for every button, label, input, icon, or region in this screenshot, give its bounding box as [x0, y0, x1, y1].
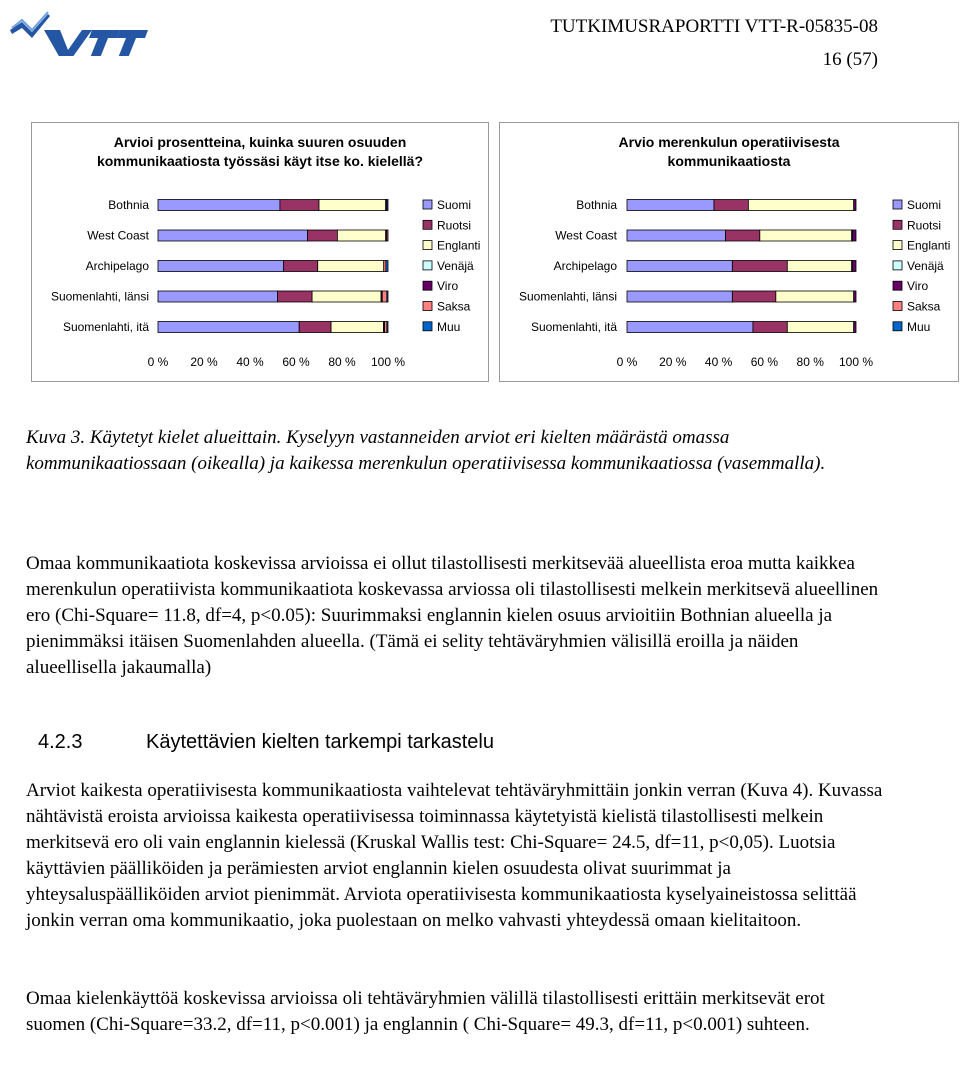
legend-label: Venäjä	[437, 258, 474, 273]
category-label: Suomenlahti, itä	[530, 320, 617, 334]
x-tick-label: 80 %	[328, 355, 356, 369]
bar-segment-englanti	[787, 322, 853, 333]
bar-segment-suomi	[627, 291, 732, 302]
x-tick-label: 100 %	[838, 355, 874, 369]
legend-swatch-viro	[893, 281, 902, 290]
category-label: Suomenlahti, länsi	[50, 289, 149, 304]
legend-label: Viro	[437, 279, 459, 294]
paragraph-2: Arviot kaikesta operatiivisesta kommunikaatiosta vaihtelevat tehtäväryhmittäin jonkin verran (Kuva 4). Kuvassa nähtävistä eroista arvioissa kaikesta operatiivisessa toiminnassa käytetyistä kielistä tilastollisesti melkein merkitsevä ero oli vain englannin kielessä (Kruskal Wallis test: Chi-Square= 24.5, df=11, p<0,05). Luotsia käyttävien päälliköiden ja perämiesten arviot englannin kielen osuudesta olivat suurimmat ja yhteysaluspäälliköiden arviot pienimmät. Arviota operatiivisesta kommunikaatiosta kyselyaineistossa selittää jonkin verran oma kommunikaatio, joka puolestaan on melko vahvasti yhteydessä omaan kielitaitoon.	[26, 780, 883, 931]
category-label: Bothnia	[108, 198, 149, 212]
bar-segment-englanti	[312, 291, 381, 302]
category-label: Archipelago	[85, 259, 149, 273]
page-number: 16 (57)	[822, 49, 878, 70]
bar-segment-englanti	[319, 200, 386, 211]
category-label: Bothnia	[576, 198, 617, 212]
bar-segment-muu	[387, 322, 388, 333]
legend-label: Muu	[437, 319, 461, 334]
legend-swatch-ruotsi	[893, 220, 902, 229]
x-tick-label: 0 %	[147, 355, 169, 369]
bar-segment-ruotsi	[308, 230, 338, 241]
legend-label: Ruotsi	[437, 218, 472, 233]
legend-label: Suomi	[437, 198, 472, 212]
bar-segment-ruotsi	[732, 261, 787, 272]
legend-label: Suomi	[907, 198, 942, 212]
legend-swatch-englanti	[893, 241, 902, 250]
legend-swatch-muu	[893, 322, 902, 331]
x-tick-label: 60 %	[282, 355, 310, 369]
bar-segment-ruotsi	[280, 200, 319, 211]
bar-segment-suomi	[627, 200, 714, 211]
bar-segment-englanti	[760, 230, 852, 241]
figure-caption: Kuva 3. Käytetyt kielet alueittain. Kyselyyn vastanneiden arviot eri kielten määrästä omassa kommunikaatiossaan (oikealla) ja kaikessa merenkulun operatiivisessa kommunikaatiossa (vasemmalla).	[26, 427, 826, 474]
bar-segment-viro	[853, 230, 856, 241]
legend-swatch-venäjä	[893, 261, 902, 270]
legend-label: Viro	[907, 279, 929, 294]
bar-segment-suomi	[158, 200, 280, 211]
bar-segment-ruotsi	[753, 322, 787, 333]
legend-label: Saksa	[907, 299, 941, 314]
legend-swatch-saksa	[423, 302, 432, 311]
category-label: West Coast	[555, 228, 617, 243]
bar-segment-viro	[854, 200, 856, 211]
x-tick-label: 40 %	[236, 355, 264, 369]
chart-operative-communication	[499, 122, 959, 382]
legend-swatch-suomi	[893, 200, 902, 209]
bar-segment-muu	[387, 291, 388, 302]
chart-plot-area	[32, 123, 488, 381]
legend-swatch-saksa	[893, 302, 902, 311]
section-heading	[38, 731, 494, 754]
category-label: Suomenlahti, itä	[62, 320, 149, 334]
legend-label: Venäjä	[907, 258, 944, 273]
x-tick-label: 20 %	[190, 355, 218, 369]
chart-title: Arvioi prosentteina, kuinka suuren osuuden kommunikaatiosta työssäsi käyt itse ko. kielellä?	[96, 134, 424, 169]
bar-segment-ruotsi	[714, 200, 748, 211]
legend-swatch-suomi	[423, 200, 432, 209]
legend-label: Englanti	[437, 238, 481, 253]
bar-segment-viro	[853, 261, 856, 272]
bar-segment-viro	[854, 322, 856, 333]
legend-swatch-ruotsi	[423, 220, 432, 229]
paragraph-3: Omaa kielenkäyttöä koskevissa arvioissa oli tehtäväryhmien välillä tilastollisesti erittäin merkitsevät erot suomen (Chi-Square=33.2, df=11, p<0.001) ja englannin ( Chi-Square= 49.3, df=11, p<0.001) suhteen.	[26, 988, 825, 1035]
bar-segment-englanti	[318, 261, 384, 272]
x-tick-label: 100 %	[370, 355, 406, 369]
bar-segment-englanti	[748, 200, 853, 211]
bar-segment-englanti	[331, 322, 383, 333]
legend-swatch-venäjä	[423, 261, 432, 270]
bar-segment-ruotsi	[732, 291, 776, 302]
bar-segment-suomi	[158, 261, 284, 272]
bar-segment-suomi	[158, 230, 308, 241]
bar-segment-saksa	[387, 230, 388, 241]
chart-own-communication	[31, 122, 489, 382]
bar-segment-englanti	[787, 261, 851, 272]
chart-title: Arvio merenkulun operatiivisesta kommunikaatiosta	[618, 134, 840, 169]
bar-segment-englanti	[337, 230, 385, 241]
legend-label: Ruotsi	[907, 218, 942, 233]
bar-segment-suomi	[627, 322, 753, 333]
legend-label: Muu	[907, 319, 931, 334]
x-tick-label: 0 %	[616, 355, 638, 369]
report-id: TUTKIMUSRAPORTTI VTT-R-05835-08	[550, 16, 878, 37]
bar-segment-englanti	[776, 291, 854, 302]
bar-segment-suomi	[158, 291, 278, 302]
vtt-logo	[8, 8, 148, 56]
chart-plot-area	[500, 123, 958, 381]
bar-segment-muu	[387, 200, 388, 211]
legend-swatch-muu	[423, 322, 432, 331]
x-tick-label: 80 %	[796, 355, 824, 369]
category-label: West Coast	[87, 228, 149, 243]
legend-label: Saksa	[437, 299, 471, 314]
section-title: Käytettävien kielten tarkempi tarkastelu	[146, 731, 494, 753]
bar-segment-muu	[386, 261, 388, 272]
legend-swatch-viro	[423, 281, 432, 290]
legend-label: Englanti	[907, 238, 951, 253]
bar-segment-suomi	[158, 322, 299, 333]
section-number: 4.2.3	[38, 731, 83, 753]
bar-segment-ruotsi	[278, 291, 313, 302]
bar-segment-suomi	[627, 261, 732, 272]
category-label: Suomenlahti, länsi	[518, 289, 617, 304]
category-label: Archipelago	[553, 259, 617, 273]
legend-swatch-englanti	[423, 241, 432, 250]
paragraph-1: Omaa kommunikaatiota koskevissa arvioissa ei ollut tilastollisesti merkitsevää alueellista eroa mutta kaikkea merenkulun operatiivista kommunikaatiota koskevassa arviossa oli tilastollisesti melkein merkitsevä alueellinen ero (Chi-Square= 11.8, df=4, p<0.05): Suurimmaksi englannin kielen osuus arvioitiin Bothnian alueella ja pienimmäksi itäisen Suomenlahden alueella. (Tämä ei selity tehtäväryhmien välisillä eroilla ja näiden alueellisella jakaumalla)	[26, 553, 879, 678]
bar-segment-ruotsi	[284, 261, 318, 272]
bar-segment-viro	[854, 291, 856, 302]
bar-segment-ruotsi	[299, 322, 331, 333]
bar-segment-ruotsi	[725, 230, 759, 241]
bar-segment-saksa	[382, 291, 387, 302]
bar-segment-suomi	[627, 230, 725, 241]
x-tick-label: 60 %	[750, 355, 779, 369]
x-tick-label: 40 %	[704, 355, 733, 369]
x-tick-label: 20 %	[659, 355, 687, 369]
